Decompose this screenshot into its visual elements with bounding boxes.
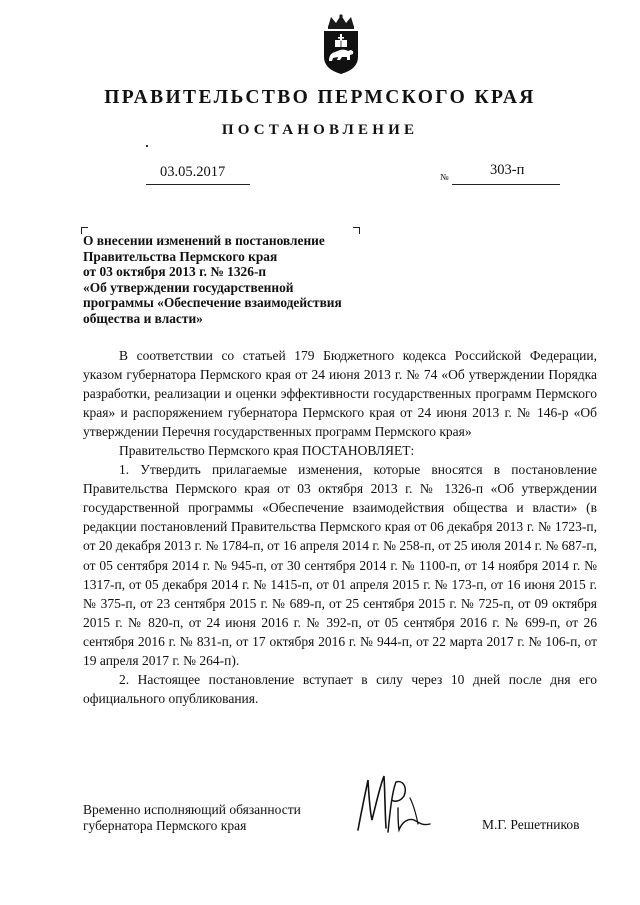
- signer-position-line: губернатора Пермского края: [83, 817, 247, 833]
- government-title: ПРАВИТЕЛЬСТВО ПЕРМСКОГО КРАЯ: [104, 87, 536, 108]
- subject-line: общества и власти»: [83, 310, 203, 326]
- subject-line: О внесении изменений в постановление: [83, 233, 325, 248]
- subject-line: от 03 октября 2013 г. № 1326-п: [83, 264, 267, 279]
- preamble-paragraph: В соответствии со статьей 179 Бюджетного кодекса Российской Федерации, указом губернатора Пермского края от 24 июня 2013 г. № 74 «Об утверждении Порядка разработки, реализации и оценки эффективности государственных программ Пермского края» и распоряжением губернатора Пермского края от 24 июня 2013 г. № 146-р «Об утверждении Перечня государственных программ Пермского края»: [83, 348, 597, 440]
- perm-krai-coat-of-arms-icon: [318, 13, 364, 75]
- number-label: №: [440, 172, 449, 182]
- signer-name: М.Г. Решетников: [482, 817, 580, 832]
- signer-position-line: Временно исполняющий обязанности: [83, 802, 301, 817]
- dot-mark: [146, 145, 148, 147]
- document-type: ПОСТАНОВЛЕНИЕ: [221, 122, 419, 138]
- document-body: [83, 346, 597, 708]
- document-date: 03.05.2017: [160, 164, 226, 180]
- subject-line: программы «Обеспечение взаимодействия: [83, 295, 342, 310]
- handwritten-signature-icon: [352, 768, 438, 842]
- item-1-paragraph: 1. Утвердить прилагаемые изменения, которые вносятся в постановление Правительства Пермского края от 03 октября 2013 г. № 1326-п «Об утверждении государственной программы «Обеспечение взаимодействия общества и власти» (в редакции постановлений Правительства Пермского края от 06 декабря 2013 г. № 1723-п, от 20 декабря 2013 г. № 1784-п, от 16 апреля 2014 г. № 258-п, от 25 июля 2014 г. № 687-п, от 05 сентября 2014 г. № 945-п, от 30 сентября 2014 г. № 1100-п, от 14 ноября 2014 г. № 1317-п, от 05 декабря 2014 г. № 1415-п, от 01 апреля 2015 г. № 173-п, от 16 июня 2015 г. № 375-п, от 23 сентября 2015 г. № 689-п, от 25 сентября 2015 г. № 725-п, от 09 октября 2015 г. № 820-п, от 24 июня 2016 г. № 392-п, от 05 сентября 2016 г. № 699-п, от 26 сентября 2016 г. № 831-п, от 17 октября 2016 г. № 944-п, от 22 марта 2017 г. № 106-п, от 19 апреля 2017 г. № 264-п).: [83, 462, 597, 668]
- document-number: 303-п: [490, 162, 525, 178]
- decree-paragraph: Правительство Пермского края ПОСТАНОВЛЯЕТ:: [119, 443, 415, 459]
- subject-line: «Об утверждении государственной: [83, 279, 294, 295]
- item-2-paragraph: 2. Настоящее постановление вступает в силу через 10 дней после дня его официального опубликования.: [83, 671, 597, 706]
- document-subject: [83, 233, 383, 326]
- subject-line: Правительства Пермского края: [83, 248, 278, 264]
- signer-position: [83, 802, 343, 833]
